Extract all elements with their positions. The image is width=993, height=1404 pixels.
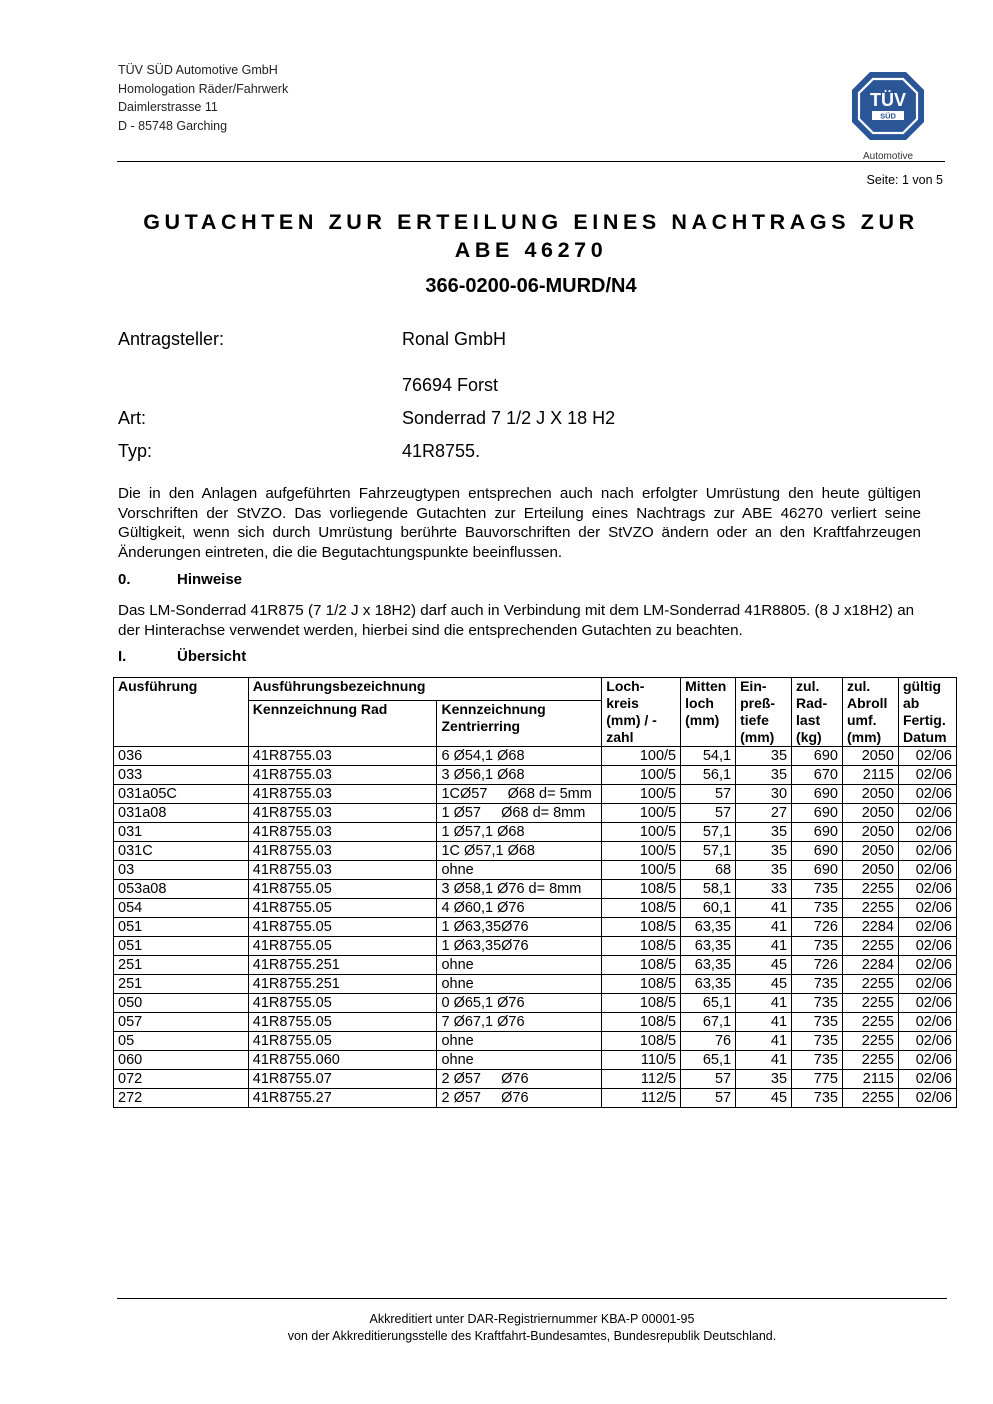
cell-abrollumfang: 2115 xyxy=(842,766,898,785)
cell-radlast: 735 xyxy=(792,1013,843,1032)
document-number: 366-0200-06-MURD/N4 xyxy=(425,275,637,297)
address-line: Homologation Räder/Fahrwerk xyxy=(118,81,289,96)
table-row xyxy=(114,975,957,994)
cell-lochkreis: 108/5 xyxy=(602,956,681,975)
cell-lochkreis: 108/5 xyxy=(602,994,681,1013)
cell-gueltig-ab: 02/06 xyxy=(898,1032,956,1051)
title-line: GUTACHTEN ZUR ERTEILUNG EINES NACHTRAGS ZUR xyxy=(143,210,919,234)
cell-zentrierring: 0 Ø65,1 Ø76 xyxy=(437,994,602,1013)
overview-table xyxy=(113,677,957,1108)
cell-abrollumfang: 2255 xyxy=(842,994,898,1013)
table-row xyxy=(114,823,957,842)
header-abrollumfang: zul. Abroll umf. (mm) xyxy=(842,678,898,747)
header-divider xyxy=(117,161,945,162)
table-row xyxy=(114,937,957,956)
cell-einpresstiefe: 35 xyxy=(736,823,792,842)
cell-abrollumfang: 2255 xyxy=(842,1051,898,1070)
address-line: D - 85748 Garching xyxy=(118,119,228,134)
section-heading-hinweise xyxy=(118,571,243,588)
field-value: 76694 Forst xyxy=(402,375,499,395)
field-label: Art: xyxy=(118,408,147,428)
logo-text: TÜV xyxy=(870,90,906,110)
cell-einpresstiefe: 27 xyxy=(736,804,792,823)
footer-line: von der Akkreditierungsstelle des Kraftfahrt-Bundesamtes, Bundesrepublik Deutschland. xyxy=(287,1329,777,1343)
cell-radlast: 735 xyxy=(792,880,843,899)
cell-lochkreis: 100/5 xyxy=(602,842,681,861)
cell-ausfuehrung: 072 xyxy=(114,1070,249,1089)
table-row xyxy=(114,918,957,937)
cell-radlast: 735 xyxy=(792,1089,843,1108)
cell-mittenloch: 67,1 xyxy=(681,1013,736,1032)
cell-zentrierring: 1 Ø63,35Ø76 xyxy=(437,918,602,937)
cell-ausfuehrung: 053a08 xyxy=(114,880,249,899)
cell-rad: 41R8755.05 xyxy=(248,880,437,899)
section-title: Übersicht xyxy=(177,648,247,665)
cell-radlast: 690 xyxy=(792,785,843,804)
tuv-logo-icon xyxy=(848,64,928,164)
cell-zentrierring: 3 Ø58,1 Ø76 d= 8mm xyxy=(437,880,602,899)
cell-abrollumfang: 2255 xyxy=(842,899,898,918)
table-row xyxy=(114,804,957,823)
cell-rad: 41R8755.05 xyxy=(248,994,437,1013)
table-row xyxy=(114,785,957,804)
cell-ausfuehrung: 251 xyxy=(114,956,249,975)
footer-line: Akkreditiert unter DAR-Registriernummer KBA-P 00001-95 xyxy=(369,1312,695,1326)
cell-radlast: 735 xyxy=(792,1051,843,1070)
cell-gueltig-ab: 02/06 xyxy=(898,823,956,842)
cell-ausfuehrung: 272 xyxy=(114,1089,249,1108)
cell-gueltig-ab: 02/06 xyxy=(898,899,956,918)
cell-ausfuehrung: 051 xyxy=(114,937,249,956)
cell-einpresstiefe: 45 xyxy=(736,956,792,975)
cell-ausfuehrung: 051 xyxy=(114,918,249,937)
cell-mittenloch: 63,35 xyxy=(681,975,736,994)
cell-radlast: 726 xyxy=(792,956,843,975)
cell-lochkreis: 100/5 xyxy=(602,785,681,804)
table-row xyxy=(114,842,957,861)
cell-zentrierring: 1CØ57 Ø68 d= 5mm xyxy=(437,785,602,804)
cell-ausfuehrung: 031a08 xyxy=(114,804,249,823)
section-heading-uebersicht xyxy=(118,648,247,665)
cell-einpresstiefe: 41 xyxy=(736,937,792,956)
table-row xyxy=(114,766,957,785)
cell-einpresstiefe: 41 xyxy=(736,994,792,1013)
cell-zentrierring: 3 Ø56,1 Ø68 xyxy=(437,766,602,785)
cell-mittenloch: 63,35 xyxy=(681,937,736,956)
cell-ausfuehrung: 060 xyxy=(114,1051,249,1070)
header-bezeichnung: Ausführungsbezeichnung xyxy=(248,678,601,701)
header-ausfuehrung: Ausführung xyxy=(114,678,249,747)
table-row xyxy=(114,1051,957,1070)
header-gueltig-ab: gültig ab Fertig. Datum xyxy=(898,678,956,747)
cell-einpresstiefe: 41 xyxy=(736,899,792,918)
cell-mittenloch: 68 xyxy=(681,861,736,880)
cell-lochkreis: 108/5 xyxy=(602,1032,681,1051)
cell-einpresstiefe: 35 xyxy=(736,861,792,880)
section-number: 0. xyxy=(118,571,131,588)
header-einpresstiefe: Ein-preß-tiefe (mm) xyxy=(736,678,792,747)
cell-ausfuehrung: 05 xyxy=(114,1032,249,1051)
cell-einpresstiefe: 35 xyxy=(736,747,792,766)
cell-rad: 41R8755.03 xyxy=(248,804,437,823)
cell-gueltig-ab: 02/06 xyxy=(898,804,956,823)
table-row xyxy=(114,880,957,899)
cell-mittenloch: 65,1 xyxy=(681,1051,736,1070)
header-radlast: zul. Rad-last (kg) xyxy=(792,678,843,747)
cell-ausfuehrung: 054 xyxy=(114,899,249,918)
cell-gueltig-ab: 02/06 xyxy=(898,937,956,956)
cell-mittenloch: 58,1 xyxy=(681,880,736,899)
cell-zentrierring: 1C Ø57,1 Ø68 xyxy=(437,842,602,861)
cell-zentrierring: 2 Ø57 Ø76 xyxy=(437,1089,602,1108)
cell-mittenloch: 56,1 xyxy=(681,766,736,785)
cell-gueltig-ab: 02/06 xyxy=(898,1051,956,1070)
cell-lochkreis: 112/5 xyxy=(602,1089,681,1108)
cell-abrollumfang: 2255 xyxy=(842,1032,898,1051)
logo-subtext: SÜD xyxy=(880,111,896,121)
footer xyxy=(117,1311,947,1345)
cell-ausfuehrung: 050 xyxy=(114,994,249,1013)
cell-einpresstiefe: 35 xyxy=(736,766,792,785)
cell-abrollumfang: 2255 xyxy=(842,880,898,899)
cell-mittenloch: 57,1 xyxy=(681,823,736,842)
cell-ausfuehrung: 033 xyxy=(114,766,249,785)
cell-radlast: 690 xyxy=(792,804,843,823)
cell-abrollumfang: 2050 xyxy=(842,861,898,880)
cell-einpresstiefe: 30 xyxy=(736,785,792,804)
cell-rad: 41R8755.251 xyxy=(248,975,437,994)
cell-abrollumfang: 2050 xyxy=(842,804,898,823)
cell-einpresstiefe: 35 xyxy=(736,1070,792,1089)
cell-rad: 41R8755.05 xyxy=(248,1013,437,1032)
cell-zentrierring: 2 Ø57 Ø76 xyxy=(437,1070,602,1089)
cell-zentrierring: ohne xyxy=(437,975,602,994)
cell-zentrierring: 1 Ø57 Ø68 d= 8mm xyxy=(437,804,602,823)
cell-mittenloch: 57 xyxy=(681,785,736,804)
cell-lochkreis: 100/5 xyxy=(602,823,681,842)
cell-gueltig-ab: 02/06 xyxy=(898,785,956,804)
field-value: Ronal GmbH xyxy=(402,329,507,349)
cell-radlast: 726 xyxy=(792,918,843,937)
cell-radlast: 690 xyxy=(792,823,843,842)
table-header-row xyxy=(114,678,957,701)
footer-divider xyxy=(117,1298,947,1299)
sender-address xyxy=(118,61,288,136)
cell-radlast: 735 xyxy=(792,937,843,956)
cell-gueltig-ab: 02/06 xyxy=(898,766,956,785)
cell-mittenloch: 63,35 xyxy=(681,918,736,937)
cell-einpresstiefe: 45 xyxy=(736,975,792,994)
cell-mittenloch: 57 xyxy=(681,804,736,823)
cell-zentrierring: ohne xyxy=(437,861,602,880)
cell-rad: 41R8755.251 xyxy=(248,956,437,975)
cell-ausfuehrung: 251 xyxy=(114,975,249,994)
cell-mittenloch: 63,35 xyxy=(681,956,736,975)
cell-abrollumfang: 2255 xyxy=(842,937,898,956)
table-row xyxy=(114,994,957,1013)
cell-lochkreis: 100/5 xyxy=(602,766,681,785)
logo-caption: Automotive xyxy=(862,151,914,162)
cell-lochkreis: 100/5 xyxy=(602,804,681,823)
cell-mittenloch: 57 xyxy=(681,1089,736,1108)
cell-abrollumfang: 2050 xyxy=(842,842,898,861)
cell-radlast: 690 xyxy=(792,747,843,766)
field-label: Antragsteller: xyxy=(118,329,225,349)
cell-gueltig-ab: 02/06 xyxy=(898,994,956,1013)
cell-rad: 41R8755.03 xyxy=(248,823,437,842)
cell-lochkreis: 100/5 xyxy=(602,861,681,880)
document-title xyxy=(117,208,945,264)
cell-zentrierring: ohne xyxy=(437,956,602,975)
cell-zentrierring: 6 Ø54,1 Ø68 xyxy=(437,747,602,766)
cell-radlast: 690 xyxy=(792,842,843,861)
cell-ausfuehrung: 03 xyxy=(114,861,249,880)
cell-ausfuehrung: 036 xyxy=(114,747,249,766)
cell-rad: 41R8755.27 xyxy=(248,1089,437,1108)
cell-lochkreis: 108/5 xyxy=(602,880,681,899)
table-row xyxy=(114,1070,957,1089)
cell-mittenloch: 76 xyxy=(681,1032,736,1051)
cell-rad: 41R8755.05 xyxy=(248,899,437,918)
cell-einpresstiefe: 41 xyxy=(736,1032,792,1051)
cell-abrollumfang: 2115 xyxy=(842,1070,898,1089)
cell-abrollumfang: 2284 xyxy=(842,918,898,937)
header-kennzeichnung-rad: Kennzeichnung Rad xyxy=(248,701,437,747)
cell-mittenloch: 54,1 xyxy=(681,747,736,766)
cell-gueltig-ab: 02/06 xyxy=(898,842,956,861)
table-row xyxy=(114,1013,957,1032)
cell-lochkreis: 108/5 xyxy=(602,899,681,918)
cell-gueltig-ab: 02/06 xyxy=(898,861,956,880)
address-line: Daimlerstrasse 11 xyxy=(118,100,218,115)
cell-abrollumfang: 2050 xyxy=(842,785,898,804)
cell-rad: 41R8755.03 xyxy=(248,766,437,785)
cell-lochkreis: 110/5 xyxy=(602,1051,681,1070)
cell-gueltig-ab: 02/06 xyxy=(898,880,956,899)
cell-radlast: 690 xyxy=(792,861,843,880)
cell-lochkreis: 112/5 xyxy=(602,1070,681,1089)
field-typ xyxy=(118,441,481,462)
cell-abrollumfang: 2255 xyxy=(842,1013,898,1032)
section-title: Hinweise xyxy=(177,571,243,588)
cell-abrollumfang: 2050 xyxy=(842,823,898,842)
cell-radlast: 775 xyxy=(792,1070,843,1089)
cell-abrollumfang: 2284 xyxy=(842,956,898,975)
cell-abrollumfang: 2255 xyxy=(842,975,898,994)
section-number: I. xyxy=(118,648,127,665)
cell-mittenloch: 57 xyxy=(681,1070,736,1089)
cell-gueltig-ab: 02/06 xyxy=(898,1089,956,1108)
cell-lochkreis: 100/5 xyxy=(602,747,681,766)
cell-einpresstiefe: 35 xyxy=(736,842,792,861)
cell-radlast: 735 xyxy=(792,994,843,1013)
cell-zentrierring: ohne xyxy=(437,1032,602,1051)
cell-zentrierring: 1 Ø57,1 Ø68 xyxy=(437,823,602,842)
table-row xyxy=(114,956,957,975)
cell-ausfuehrung: 057 xyxy=(114,1013,249,1032)
intro-paragraph: Die in den Anlagen aufgeführten Fahrzeugtypen entsprechen auch nach erfolgter Umrüstung den heute gültigen Vorschriften der StVZO. Das vorliegende Gutachten zur Erteilung eines Nachtrags zur ABE 46270 verliert seine Gültigkeit, wenn sich durch Umrüstung berührte Bauvorschriften der StVZO ändern oder an den Kraftfahrzeugen Änderungen eintreten, die die Begutachtungspunkte beeinflussen. xyxy=(118,485,921,561)
cell-radlast: 735 xyxy=(792,899,843,918)
cell-abrollumfang: 2255 xyxy=(842,1089,898,1108)
field-value: Sonderrad 7 1/2 J X 18 H2 xyxy=(402,408,616,428)
cell-mittenloch: 57,1 xyxy=(681,842,736,861)
header-kennzeichnung-zentrierring: Kennzeichnung Zentrierring xyxy=(437,701,602,747)
field-label: Typ: xyxy=(118,441,153,461)
cell-ausfuehrung: 031C xyxy=(114,842,249,861)
cell-rad: 41R8755.07 xyxy=(248,1070,437,1089)
cell-gueltig-ab: 02/06 xyxy=(898,975,956,994)
cell-lochkreis: 108/5 xyxy=(602,975,681,994)
cell-einpresstiefe: 41 xyxy=(736,1013,792,1032)
cell-gueltig-ab: 02/06 xyxy=(898,918,956,937)
table-row xyxy=(114,747,957,766)
cell-ausfuehrung: 031a05C xyxy=(114,785,249,804)
field-art xyxy=(118,408,616,429)
cell-einpresstiefe: 33 xyxy=(736,880,792,899)
cell-rad: 41R8755.05 xyxy=(248,918,437,937)
cell-gueltig-ab: 02/06 xyxy=(898,1070,956,1089)
cell-zentrierring: 7 Ø67,1 Ø76 xyxy=(437,1013,602,1032)
cell-radlast: 735 xyxy=(792,1032,843,1051)
cell-lochkreis: 108/5 xyxy=(602,1013,681,1032)
table-row xyxy=(114,1032,957,1051)
cell-mittenloch: 65,1 xyxy=(681,994,736,1013)
cell-lochkreis: 108/5 xyxy=(602,937,681,956)
cell-radlast: 735 xyxy=(792,975,843,994)
cell-rad: 41R8755.05 xyxy=(248,937,437,956)
table-row xyxy=(114,861,957,880)
field-value: 41R8755. xyxy=(402,441,481,461)
cell-zentrierring: 1 Ø63,35Ø76 xyxy=(437,937,602,956)
address-line: TÜV SÜD Automotive GmbH xyxy=(118,63,278,77)
cell-rad: 41R8755.05 xyxy=(248,1032,437,1051)
title-line: ABE 46270 xyxy=(454,238,608,262)
hint-paragraph: Das LM-Sonderrad 41R875 (7 1/2 J x 18H2) darf auch in Verbindung mit dem LM-Sonderrad 41R8805. (8 J x18H2) an der Hinterachse verwendet werden, hierbei sind die entsprechenden Gutachten zu beachten. xyxy=(118,602,915,639)
page-number: Seite: 1 von 5 xyxy=(866,173,943,187)
cell-rad: 41R8755.03 xyxy=(248,842,437,861)
field-antragsteller xyxy=(118,329,507,350)
header-lochkreis: Loch-kreis (mm) / -zahl xyxy=(602,678,681,747)
cell-ausfuehrung: 031 xyxy=(114,823,249,842)
cell-zentrierring: 4 Ø60,1 Ø76 xyxy=(437,899,602,918)
cell-radlast: 670 xyxy=(792,766,843,785)
table-row xyxy=(114,1089,957,1108)
cell-rad: 41R8755.03 xyxy=(248,747,437,766)
cell-gueltig-ab: 02/06 xyxy=(898,956,956,975)
cell-einpresstiefe: 45 xyxy=(736,1089,792,1108)
cell-rad: 41R8755.03 xyxy=(248,861,437,880)
cell-einpresstiefe: 41 xyxy=(736,1051,792,1070)
cell-zentrierring: ohne xyxy=(437,1051,602,1070)
cell-lochkreis: 108/5 xyxy=(602,918,681,937)
table-row xyxy=(114,899,957,918)
cell-rad: 41R8755.060 xyxy=(248,1051,437,1070)
cell-einpresstiefe: 41 xyxy=(736,918,792,937)
header-mittenloch: Mitten loch (mm) xyxy=(681,678,736,747)
cell-gueltig-ab: 02/06 xyxy=(898,1013,956,1032)
cell-abrollumfang: 2050 xyxy=(842,747,898,766)
cell-mittenloch: 60,1 xyxy=(681,899,736,918)
cell-rad: 41R8755.03 xyxy=(248,785,437,804)
cell-gueltig-ab: 02/06 xyxy=(898,747,956,766)
